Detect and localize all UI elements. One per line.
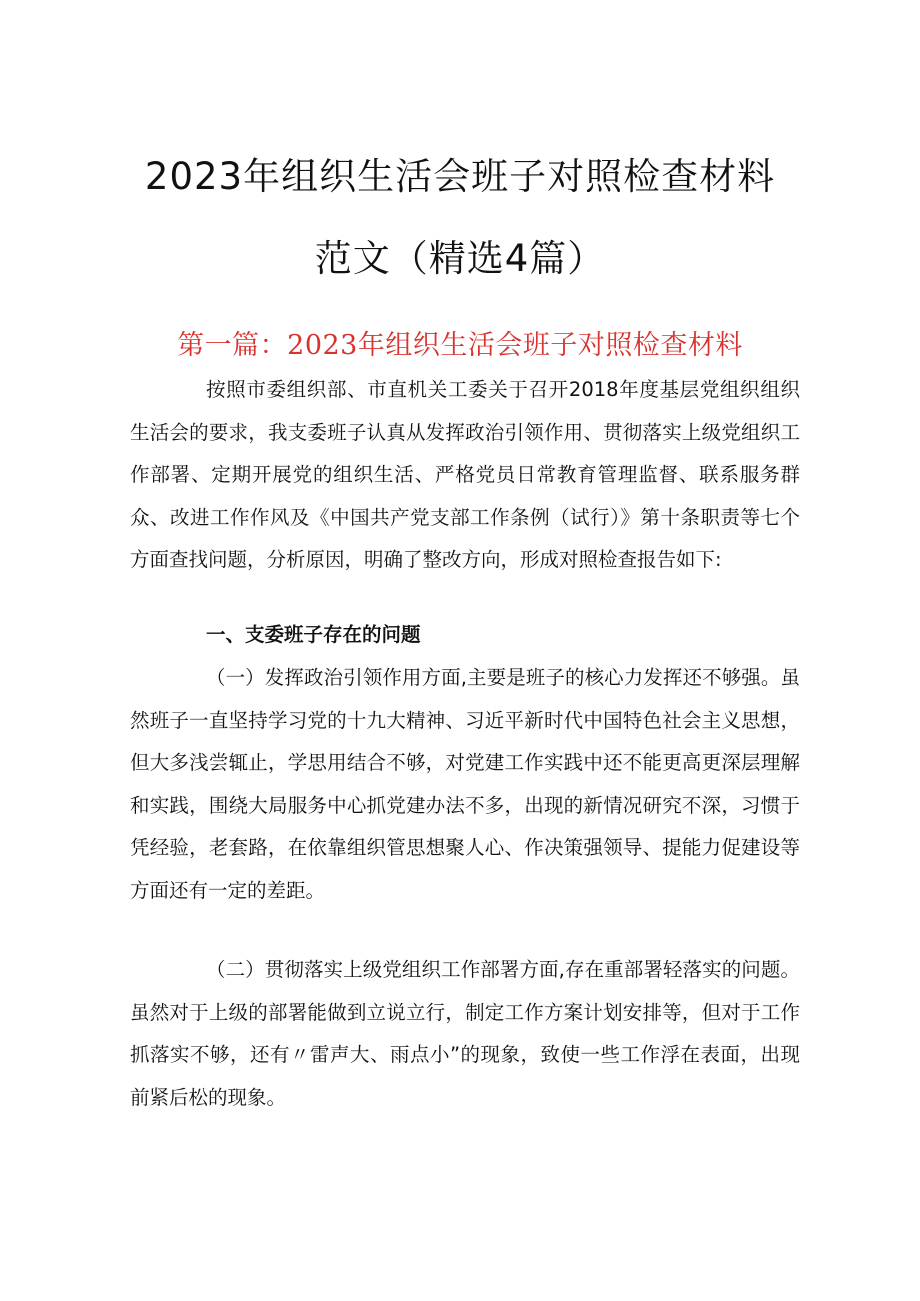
paragraph-implementation: （二）贯彻落实上级党组织工作部署方面,存在重部署轻落实的问题。虽然对于上级的部署能做到立说立行，制定工作方案计划安排等，但对于工作抓落实不够，还有〃雷声大、雨点小”的现象，致使一些工作浮在表面，出现前紧后松的现象。 — [130, 958, 800, 1109]
chapter-title: 第一篇：2023年组织生活会班子对照检查材料 — [177, 330, 743, 361]
intro-paragraph: 按照市委组织部、市直机关工委关于召开2018年度基层党组织组织生活会的要求，我支委班子认真从发挥政治引领作用、贯彻落实上级党组织工作部署、定期开展党的组织生活、严格党员日常教育管理监督、联系服务群众、改进工作作风及《中国共产党支部工作条例（试行）》第十条职责等七个方面查找问题，分析原因，明确了整改方向，形成对照检查报告如下: — [130, 378, 800, 571]
document-title-line-2: 范文（精选4篇） — [314, 237, 606, 280]
document-title-line-1: 2023年组织生活会班子对照检查材料 — [144, 155, 776, 198]
paragraph-political-leadership: （一）发挥政治引领作用方面,主要是班子的核心力发挥还不够强。虽然班子一直坚持学习党的十九大精神、习近平新时代中国特色社会主义思想，但大多浅尝辄止，学思用结合不够，对党建工作实践中还不能更高更深层理解和实践，围绕大局服务中心抓党建办法不多，出现的新情况研究不深，习惯于凭经验，老套路，在依靠组织管思想聚人心、作决策强领导、提能力促建设等方面还有一定的差距。 — [130, 666, 800, 902]
section-heading: 一、支委班子存在的问题 — [206, 623, 421, 646]
